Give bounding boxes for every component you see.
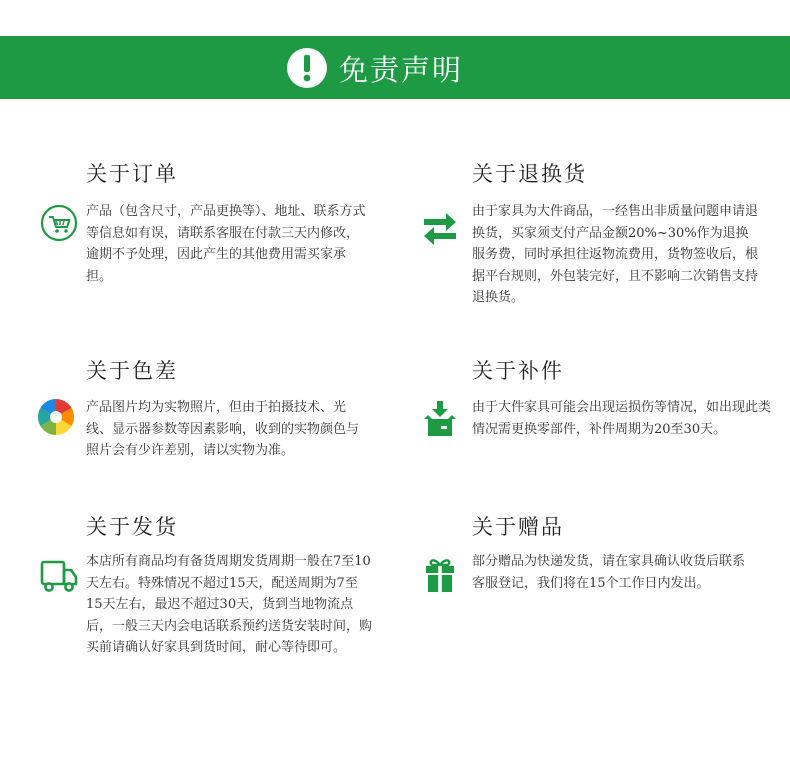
section-body: 产品（包含尺寸，产品更换等）、地址、联系方式等信息如有误，请联系客服在付款三天内修改，逾期不予处理，因此产生的其他费用需买家承担。 [86, 204, 366, 284]
header-banner [0, 36, 790, 99]
header-title-group [285, 45, 463, 91]
section-body: 由于家具为大件商品，一经售出非质量问题申请退换货，买家须支付产品金额20%~30%作为退换服务费，同时承担往返物流费用，货物签收后，根据平台规则，外包装完好，且不影响二次销售支持退换货。 [472, 204, 759, 305]
section-body: 产品图片均为实物照片，但由于拍摄技术、光线、显示器参数等因素影响，收到的实物颜色与照片会有少许差别，请以实物为准。 [86, 400, 360, 458]
section-title: 关于赠品 [472, 515, 564, 539]
section-title: 关于色差 [86, 359, 178, 383]
color-wheel-icon [36, 397, 76, 437]
section-title: 关于退换货 [472, 162, 587, 186]
exclamation-icon [285, 46, 329, 90]
package-download-icon [420, 399, 460, 439]
delivery-truck-icon [39, 556, 79, 596]
exchange-arrows-icon [420, 206, 460, 246]
section-title: 关于发货 [86, 515, 178, 539]
section-body: 由于大件家具可能会出现运损伤等情况，如出现此类情况需更换零部件，补件周期为20至30天。 [472, 400, 772, 437]
gift-icon [420, 555, 460, 595]
page-title: 免责声明 [339, 52, 464, 87]
section-title: 关于补件 [472, 359, 564, 383]
shopping-cart-icon [39, 203, 79, 243]
section-title: 关于订单 [86, 162, 178, 186]
section-body: 部分赠品为快递发货，请在家具确认收货后联系客服登记，我们将在15个工作日内发出。 [472, 554, 746, 591]
section-body: 本店所有商品均有备货周期发货周期一般在7至10天左右。特殊情况不超过15天，配送周期为7至15天左右，最迟不超过30天，货到当地物流点后，一般三天内会电话联系预约送货安装时间，购买前请确认好家具到货时间，耐心等待即可。 [86, 554, 373, 655]
